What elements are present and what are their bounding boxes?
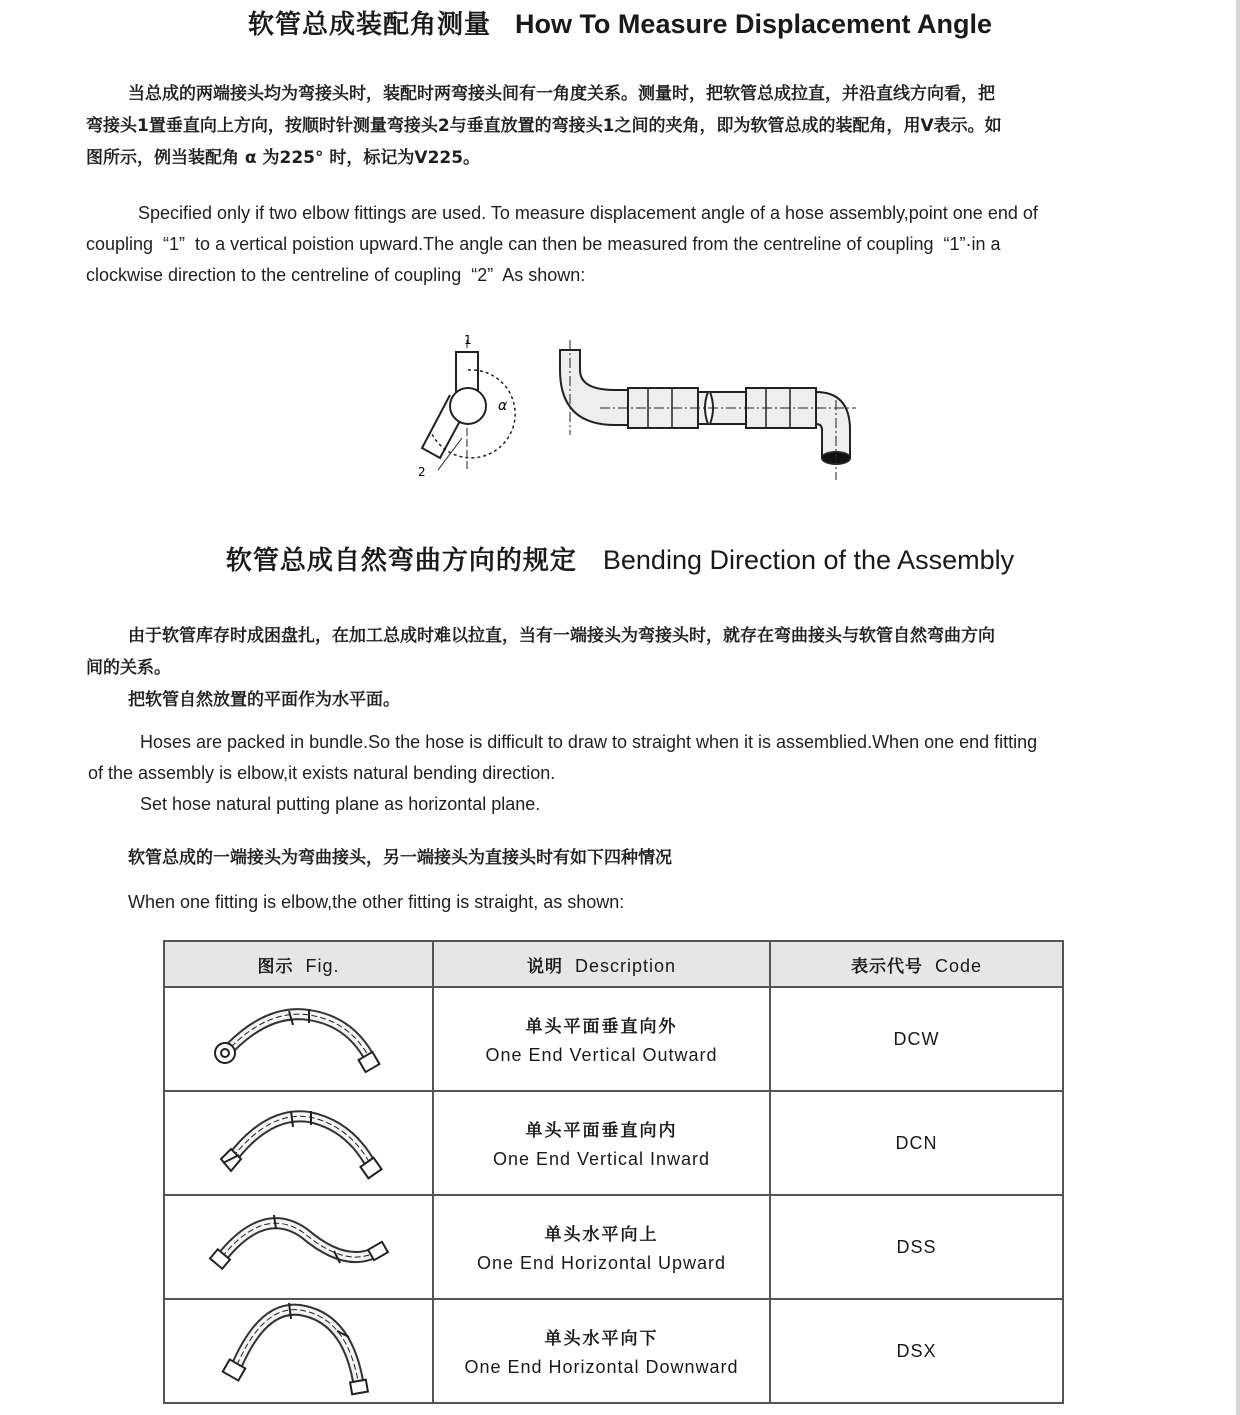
section2-title-zh: 软管总成自然弯曲方向的规定 (225, 546, 577, 576)
table-row (164, 1091, 1063, 1195)
code-cell: DCN (770, 1091, 1063, 1195)
fig-cell (164, 1299, 433, 1403)
description-zh: 单头水平向上 (544, 1225, 659, 1245)
header-fig (164, 941, 433, 987)
right-elbow-shape (816, 392, 850, 458)
section2-en-line-3: Set hose natural putting plane as horizontal plane. (140, 794, 541, 814)
header-description (433, 941, 770, 987)
section2-title-en: Bending Direction of the Assembly (602, 545, 1015, 575)
section2-en-line-1: Hoses are packed in bundle.So the hose is difficult to draw to straight when it is assemblied.When one end fitting (140, 732, 1038, 752)
table-header-row (164, 941, 1063, 987)
table-row (164, 1299, 1063, 1403)
description-en: One End Vertical Inward (492, 1149, 711, 1169)
header-fig-zh: 图示 (257, 956, 294, 977)
section1-title-en: How To Measure Displacement Angle (514, 9, 993, 39)
hose-vertical-inward-icon (209, 1101, 389, 1181)
code-cell: DSS (770, 1195, 1063, 1299)
table-row (164, 987, 1063, 1091)
fig-cell (164, 1195, 433, 1299)
section2-intro-en: When one fitting is elbow,the other fitting is straight, as shown: (128, 892, 625, 912)
section1-zh-line-3: 图所示，例当装配角 α 为225° 时，标记为V225。 (86, 148, 481, 168)
description-en: One End Horizontal Downward (464, 1357, 739, 1377)
description-en: One End Horizontal Upward (476, 1253, 727, 1273)
coupling-1-label: 1 (464, 333, 472, 347)
header-description-zh: 说明 (526, 956, 563, 977)
coupling-2-label: 2 (418, 465, 426, 479)
header-fig-en: Fig. (305, 955, 340, 976)
description-cell (433, 1091, 770, 1195)
section1-zh-line-2: 弯接头1置垂直向上方向，按顺时针测量弯接头2与垂直放置的弯接头1之间的夹角，即为软管总成的装配角，用V表示。如 (86, 116, 1002, 136)
section1-zh-line-1: 当总成的两端接头均为弯接头时，装配时两弯接头间有一角度关系。测量时，把软管总成拉直，并沿直线方向看，把 (128, 84, 995, 104)
displacement-angle-diagram (410, 330, 870, 490)
header-code-en: Code (934, 955, 983, 976)
alpha-label: α (498, 398, 508, 414)
header-code (770, 941, 1063, 987)
hose-vertical-outward-icon (209, 997, 389, 1077)
section1-title-zh: 软管总成装配角测量 (247, 10, 491, 40)
section2-zh-line-2: 间的关系。 (86, 658, 171, 678)
section1-en-line-3: clockwise direction to the centreline of coupling “2” As shown: (86, 265, 586, 285)
description-zh: 单头平面垂直向内 (525, 1121, 678, 1141)
section2-en-line-2: of the assembly is elbow,it exists natural bending direction. (88, 763, 556, 783)
hose-horizontal-downward-icon (209, 1301, 389, 1397)
section1-en-line-1: Specified only if two elbow fittings are used. To measure displacement angle of a hose assembly,point one end of (138, 203, 1038, 223)
table-row (164, 1195, 1063, 1299)
bending-direction-table (163, 940, 1064, 1404)
elbow-joint-circle (450, 388, 486, 424)
description-zh: 单头平面垂直向外 (525, 1017, 678, 1037)
header-description-en: Description (574, 955, 677, 976)
fig-cell (164, 1091, 433, 1195)
section2-intro-zh: 软管总成的一端接头为弯曲接头，另一端接头为直接头时有如下四种情况 (128, 848, 672, 868)
section2-paragraph-en (88, 727, 1168, 820)
fig-cell (164, 987, 433, 1091)
section1-paragraph-zh (86, 78, 1156, 174)
section1-paragraph-en (86, 198, 1166, 291)
left-elbow-shape (560, 350, 632, 425)
section2-paragraph-zh (86, 620, 1166, 716)
section2-title (0, 540, 1240, 577)
page-edge-shadow (1236, 0, 1240, 1415)
hose-horizontal-upward-icon (204, 1205, 394, 1285)
section2-zh-para-2: 把软管自然放置的平面作为水平面。 (128, 690, 400, 710)
section1-title (0, 4, 1240, 41)
section2-zh-line-1: 由于软管库存时成困盘扎，在加工总成时难以拉直，当有一端接头为弯接头时，就存在弯曲接头与软管自然弯曲方向 (128, 626, 995, 646)
description-cell (433, 1299, 770, 1403)
description-zh: 单头水平向下 (544, 1329, 659, 1349)
description-en: One End Vertical Outward (485, 1045, 718, 1065)
section1-en-line-2: coupling “1” to a vertical poistion upward.The angle can then be measured from the centreline of coupling “1”·in a (86, 234, 1001, 254)
code-cell: DCW (770, 987, 1063, 1091)
description-cell (433, 987, 770, 1091)
description-cell (433, 1195, 770, 1299)
code-cell: DSX (770, 1299, 1063, 1403)
header-code-zh: 表示代号 (850, 956, 923, 977)
